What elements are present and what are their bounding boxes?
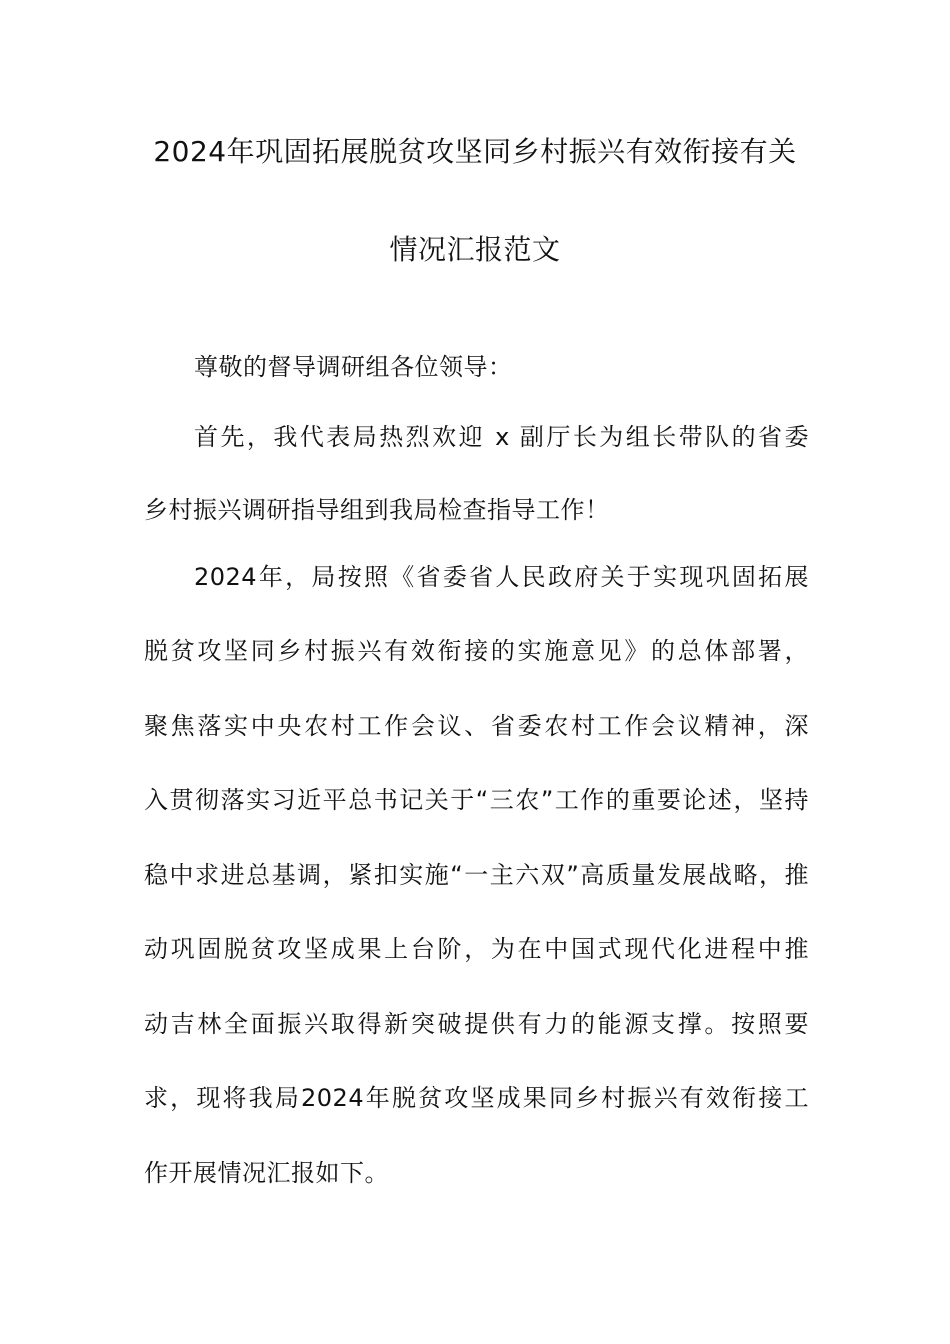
paragraph-1-line-1: 首先，我代表局热烈欢迎 x 副厅长为组长带队的省委 <box>194 423 809 451</box>
paragraph-2-line-4: 入贯彻落实习近平总书记关于“三农”工作的重要论述，坚持 <box>144 786 809 814</box>
paragraph-2-line-7: 动吉林全面振兴取得新突破提供有力的能源支撑。按照要 <box>144 1010 809 1038</box>
paragraph-2-line-3: 聚焦落实中央农村工作会议、省委农村工作会议精神，深 <box>144 712 809 740</box>
paragraph-2-line-1: 2024年，局按照《省委省人民政府关于实现巩固拓展 <box>194 563 809 591</box>
paragraph-1-line-2: 乡村振兴调研指导组到我局检查指导工作！ <box>144 496 610 524</box>
salutation: 尊敬的督导调研组各位领导： <box>194 353 513 381</box>
paragraph-2-line-5: 稳中求进总基调，紧扣实施“一主六双”高质量发展战略，推 <box>144 861 809 889</box>
paragraph-2-line-2: 脱贫攻坚同乡村振兴有效衔接的实施意见》的总体部署， <box>144 637 809 665</box>
paragraph-2-line-8: 求，现将我局2024年脱贫攻坚成果同乡村振兴有效衔接工 <box>144 1084 809 1112</box>
document-title-line-2: 情况汇报范文 <box>389 233 561 266</box>
paragraph-2-line-9: 作开展情况汇报如下。 <box>144 1159 389 1187</box>
paragraph-2-line-6: 动巩固脱贫攻坚成果上台阶，为在中国式现代化进程中推 <box>144 935 809 963</box>
document-title-line-1: 2024年巩固拓展脱贫攻坚同乡村振兴有效衔接有关 <box>153 135 797 168</box>
